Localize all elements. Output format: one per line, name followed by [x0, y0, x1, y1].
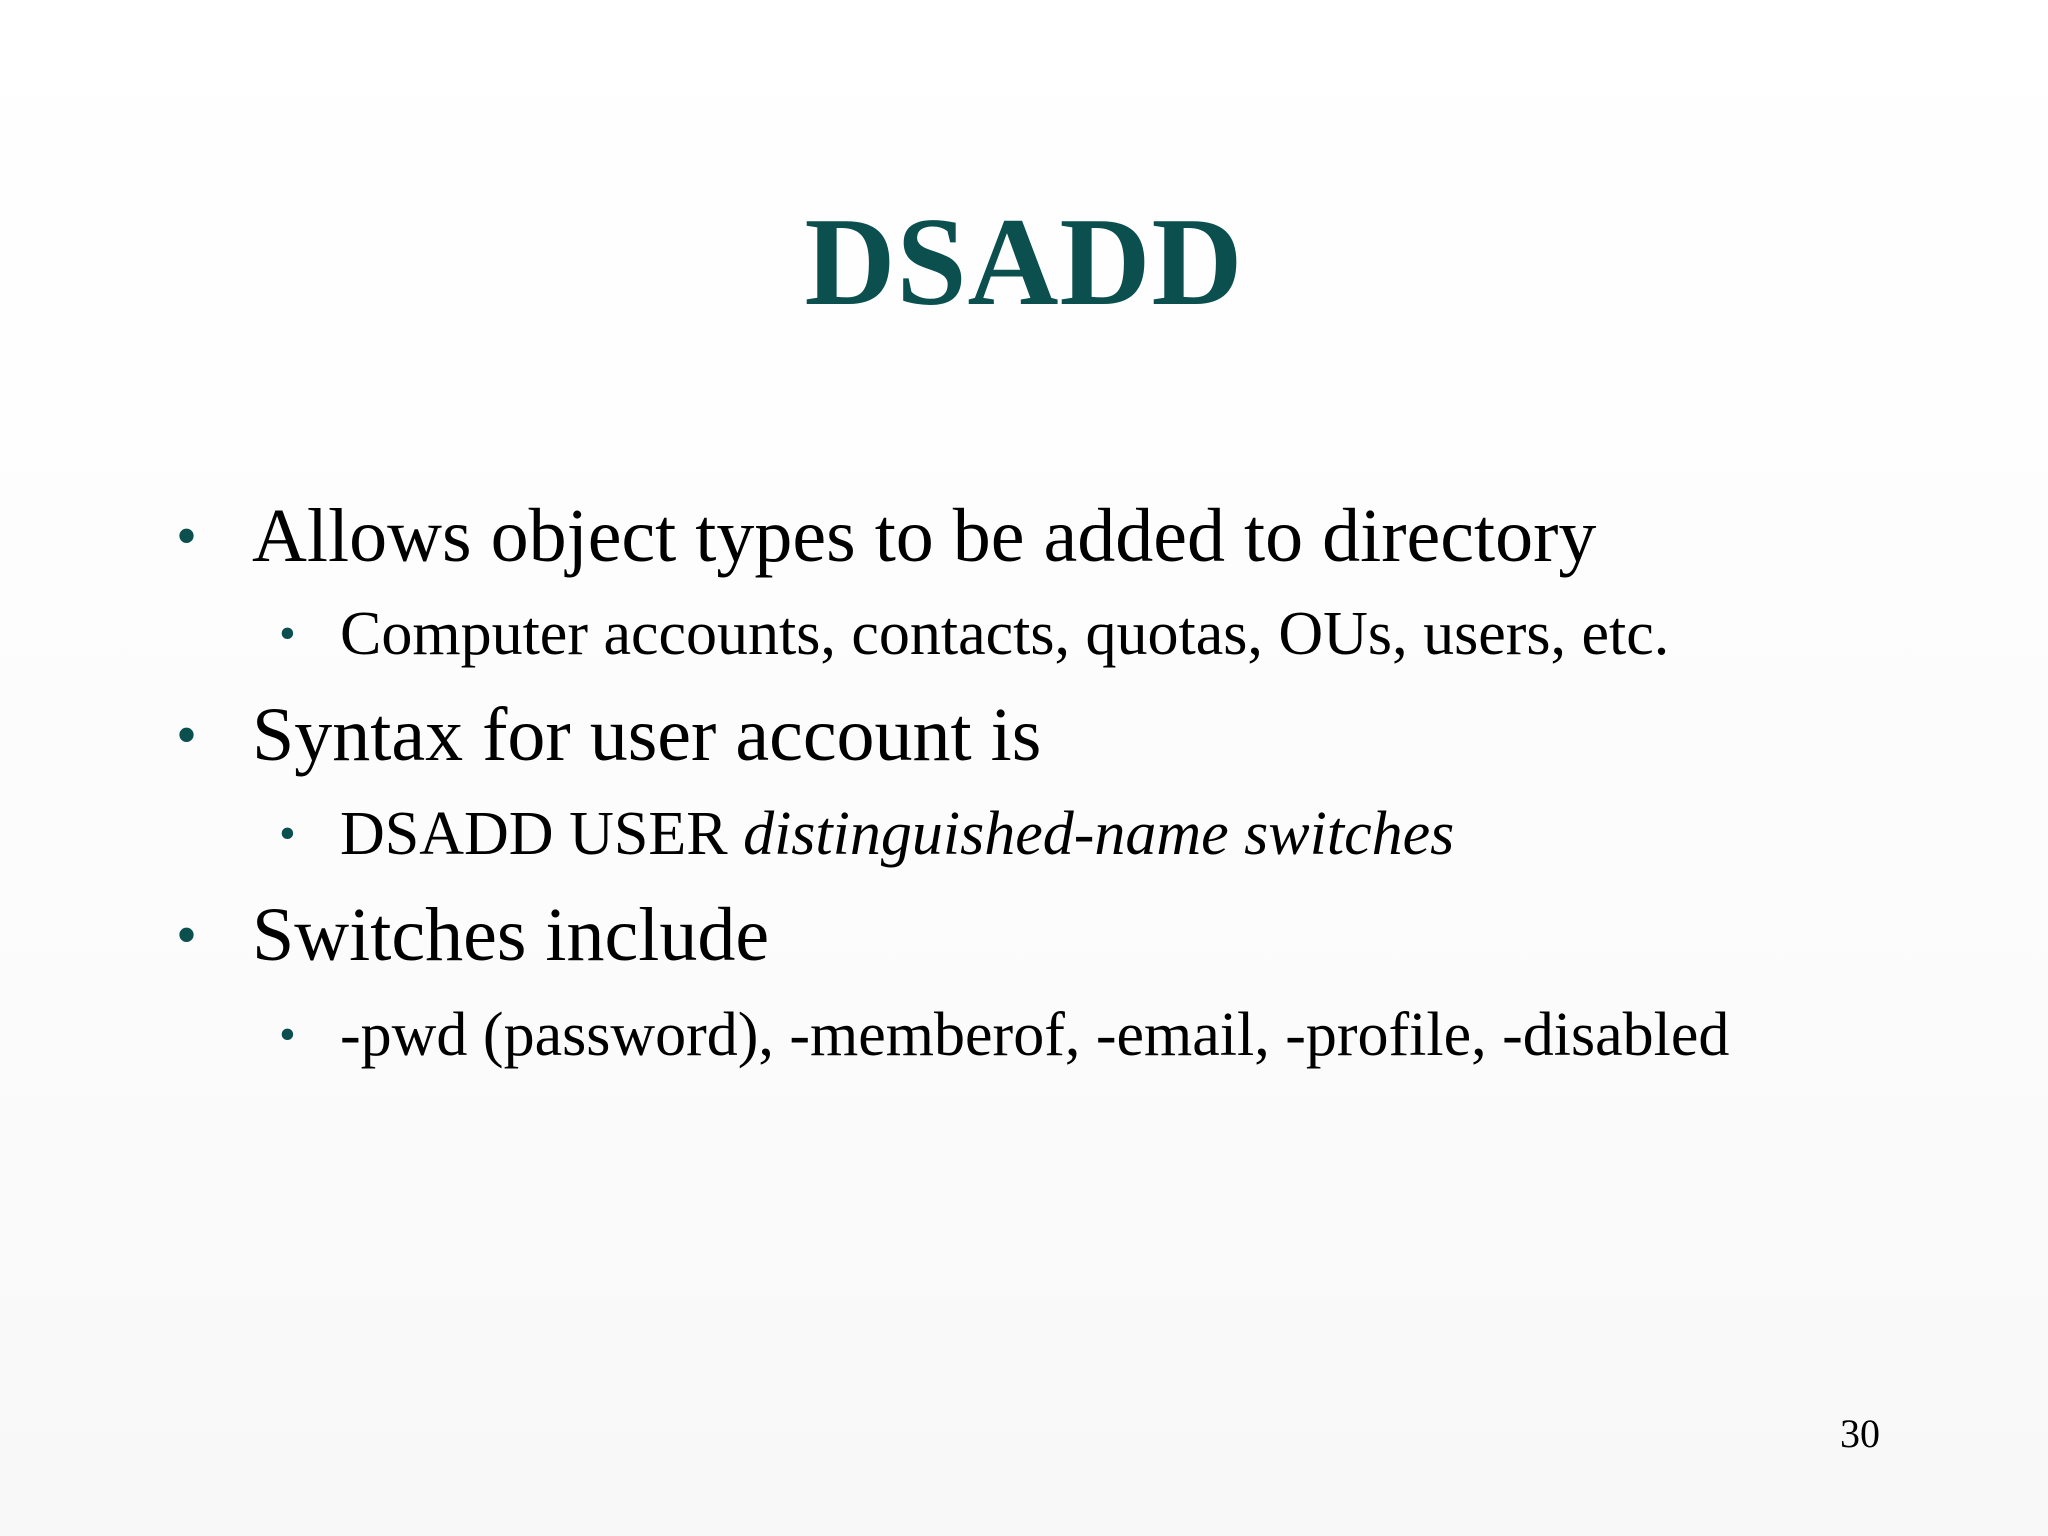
- bullet-icon: •: [176, 702, 198, 768]
- command-text: DSADD USER: [340, 800, 744, 868]
- sub-bullet-icon: •: [279, 1008, 296, 1061]
- page-number: 30: [1840, 1411, 1880, 1456]
- bullet-text: Syntax for user account is: [252, 693, 1042, 777]
- sub-bullet-text: [340, 802, 1454, 866]
- bullet-text: Switches include: [252, 893, 770, 977]
- command-argument-text: distinguished-name switches: [743, 800, 1455, 868]
- bullet-icon: •: [176, 503, 198, 569]
- sub-bullet-icon: •: [279, 607, 296, 660]
- bullet-icon: •: [176, 902, 198, 968]
- bullet-text: Allows object types to be added to directory: [252, 494, 1597, 578]
- sub-bullet-icon: •: [279, 807, 296, 860]
- slide-title: DSADD: [804, 193, 1244, 332]
- sub-bullet-text: -pwd (password), -memberof, -email, -profile, -disabled: [340, 1001, 1730, 1069]
- sub-bullet-text: Computer accounts, contacts, quotas, OUs, users, etc.: [340, 600, 1670, 668]
